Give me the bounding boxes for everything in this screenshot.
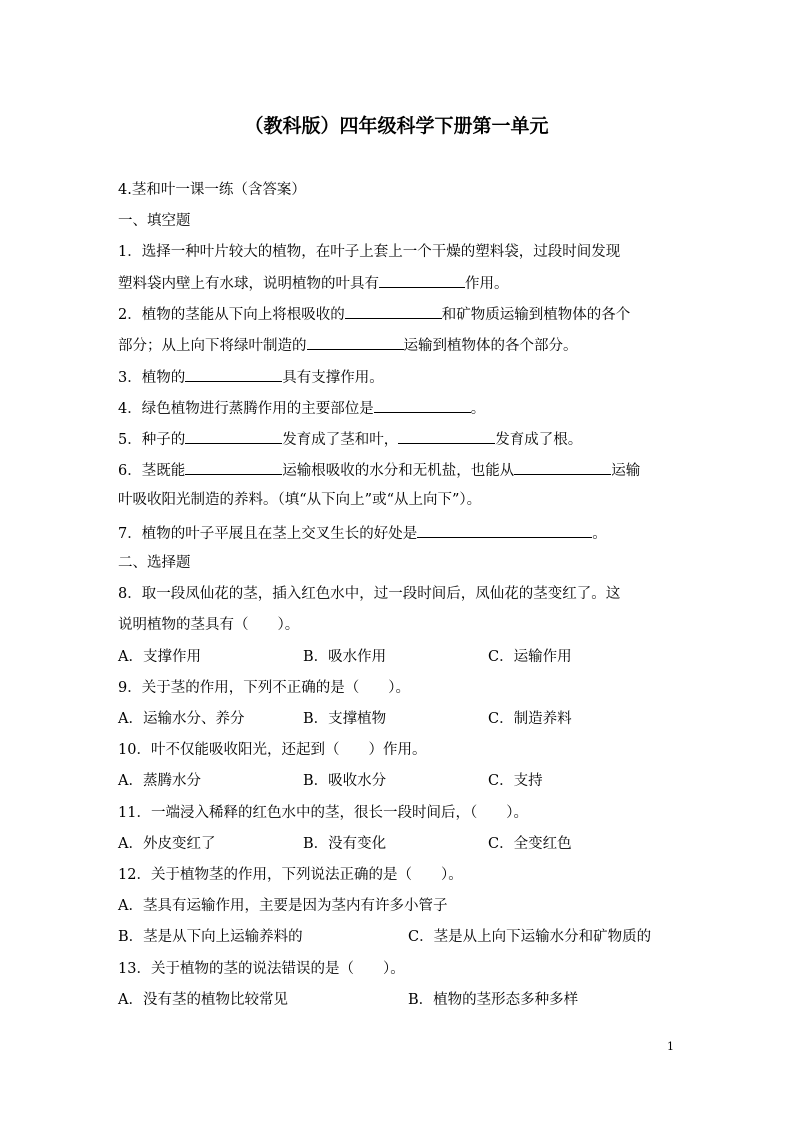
answer-blank[interactable] xyxy=(345,303,442,319)
question-8-line-1: 8．取一段凤仙花的茎，插入红色水中，过一段时间后，凤仙花的茎变红了。这 xyxy=(118,586,621,602)
answer-blank[interactable] xyxy=(379,272,465,288)
question-2-line-1: 2．植物的茎能从下向上将根吸收的 和矿物质运输到植物体的各个 xyxy=(118,303,630,325)
answer-blank[interactable] xyxy=(185,428,282,444)
question-8-line-2: 说明植物的茎具有（ ）。 xyxy=(118,617,300,633)
question-13: 13．关于植物的茎的说法错误的是（ ）。 xyxy=(118,961,405,977)
question-9-option-c[interactable]: C．制造养料 xyxy=(488,711,572,727)
question-7: 7．植物的叶子平展且在茎上交叉生长的好处是 。 xyxy=(118,522,607,544)
question-12-option-a[interactable]: A．茎具有运输作用，主要是因为茎内有许多小管子 xyxy=(118,898,448,914)
question-13-option-b[interactable]: B．植物的茎形态多种多样 xyxy=(408,992,579,1008)
section-fill-in-heading: 一、填空题 xyxy=(118,213,191,229)
lesson-subtitle: 4.茎和叶一课一练（含答案） xyxy=(118,182,306,198)
question-11: 11．一端浸入稀释的红色水中的茎，很长一段时间后，（ ）。 xyxy=(118,805,528,821)
question-10-option-b[interactable]: B．吸收水分 xyxy=(303,773,387,789)
question-8-option-c[interactable]: C．运输作用 xyxy=(488,649,572,665)
question-13-option-a[interactable]: A．没有茎的植物比较常见 xyxy=(118,992,288,1008)
answer-blank[interactable] xyxy=(398,428,495,444)
question-12-option-b[interactable]: B．茎是从下向上运输养料的 xyxy=(118,929,303,945)
question-4: 4．绿色植物进行蒸腾作用的主要部位是 。 xyxy=(118,397,485,419)
question-10-option-c[interactable]: C．支持 xyxy=(488,773,543,789)
question-3: 3．植物的 具有支撑作用。 xyxy=(118,366,384,388)
answer-blank[interactable] xyxy=(417,522,592,538)
question-11-option-a[interactable]: A．外皮变红了 xyxy=(118,836,216,852)
question-8-option-a[interactable]: A．支撑作用 xyxy=(118,649,201,665)
question-6-line-1: 6．茎既能 运输根吸收的水分和无机盐，也能从 运输 xyxy=(118,459,640,481)
question-9-option-b[interactable]: B．支撑植物 xyxy=(303,711,387,727)
question-12-option-c[interactable]: C．茎是从上向下运输水分和矿物质的 xyxy=(408,929,652,945)
question-11-option-c[interactable]: C．全变红色 xyxy=(488,836,572,852)
answer-blank[interactable] xyxy=(514,459,611,475)
page-number: 1 xyxy=(667,1040,674,1053)
section-choice-heading: 二、选择题 xyxy=(118,555,191,571)
question-8-option-b[interactable]: B．吸水作用 xyxy=(303,649,387,665)
question-10: 10．叶不仅能吸收阳光，还起到（ ）作用。 xyxy=(118,742,427,758)
answer-blank[interactable] xyxy=(307,334,404,350)
question-6-line-2: 叶吸收阳光制造的养料。（填“从下向上”或“从上向下”）。 xyxy=(118,492,482,508)
question-11-option-b[interactable]: B．没有变化 xyxy=(303,836,387,852)
answer-blank[interactable] xyxy=(185,459,282,475)
question-5: 5．种子的 发育成了茎和叶， 发育成了根。 xyxy=(118,428,582,450)
question-9-option-a[interactable]: A．运输水分、养分 xyxy=(118,711,245,727)
question-1-line-2: 塑料袋内壁上有水球，说明植物的叶具有 作用。 xyxy=(118,272,509,294)
question-12: 12．关于植物茎的作用，下列说法正确的是（ ）。 xyxy=(118,867,463,883)
question-2-line-2: 部分；从上向下将绿叶制造的 运输到植物体的各个部分。 xyxy=(118,334,578,356)
question-9: 9．关于茎的作用，下列不正确的是（ ）。 xyxy=(118,680,410,696)
document-title: （教科版）四年级科学下册第一单元 xyxy=(244,115,549,137)
answer-blank[interactable] xyxy=(185,366,282,382)
question-10-option-a[interactable]: A．蒸腾水分 xyxy=(118,773,201,789)
question-1-line-1: 1．选择一种叶片较大的植物，在叶子上套上一个干燥的塑料袋，过段时间发现 xyxy=(118,244,621,260)
answer-blank[interactable] xyxy=(374,397,471,413)
